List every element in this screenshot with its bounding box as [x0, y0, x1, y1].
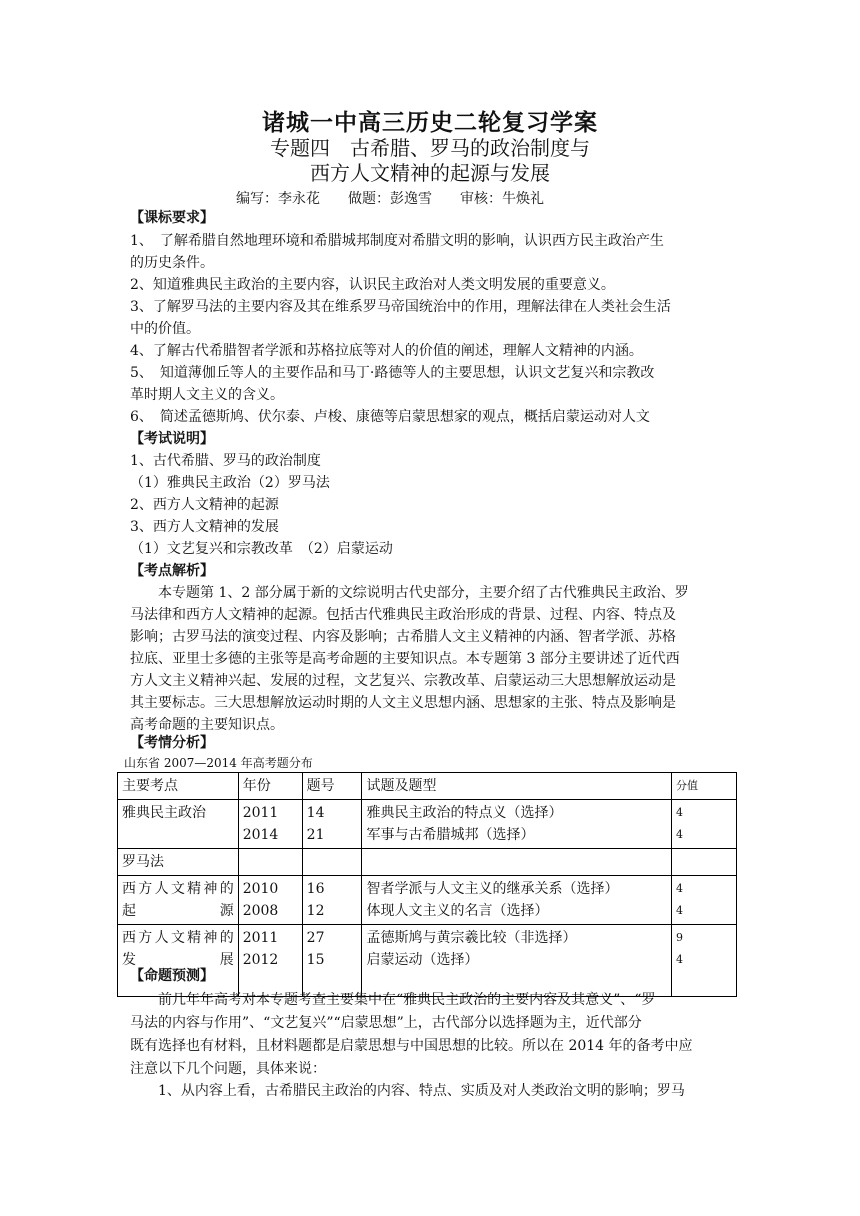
analysis-line: 影响；古罗马法的演变过程、内容及影响；古希腊人文主义精神的内涵、智者学派、苏格	[130, 629, 676, 645]
standards-line: 中的价值。	[130, 321, 200, 337]
analysis-line: 马法律和西方人文精神的起源。包括古代雅典民主政治形成的背景、过程、内容、特点及	[130, 607, 676, 623]
column-header: 年份	[238, 773, 302, 800]
year-value: 2014	[242, 827, 279, 843]
column-header: 分值	[671, 773, 736, 800]
analysis-line: 本专题第 1、2 部分属于新的文综说明古代史部分，主要介绍了古代雅典民主政治、罗	[130, 585, 689, 601]
exam-notes-heading: 【考试说明】	[130, 431, 214, 447]
table-header-row	[118, 773, 737, 800]
analysis-line: 其主要标志。三大思想解放运动时期的人文主义思想内涵、思想家的主张、特点及影响是	[130, 695, 676, 711]
item-value: 军事与古希腊城邦（选择）	[366, 827, 535, 843]
year-value: 2010	[242, 881, 279, 897]
standards-line: 革时期人文主义的含义。	[130, 387, 284, 403]
topic-title-line2: 西方人文精神的起源与发展	[310, 161, 550, 185]
score-cell	[671, 800, 736, 849]
prediction-line: 1、从内容上看，古希腊民主政治的内容、特点、实质及对人类政治文明的影响；罗马	[130, 1083, 685, 1099]
prediction-line: 注意以下几个问题，具体来说：	[130, 1061, 326, 1077]
year-cell	[238, 876, 302, 925]
item-value: 智者学派与人文主义的继承关系（选择）	[366, 881, 619, 897]
score-value: 4	[675, 904, 683, 917]
column-header: 主要考点	[118, 773, 239, 800]
document-title: 诸城一中高三历史二轮复习学案	[262, 110, 598, 136]
standards-line: 2、知道雅典民主政治的主要内容，认识民主政治对人类文明发展的重要意义。	[130, 277, 615, 293]
column-header: 题号	[302, 773, 362, 800]
table-row	[118, 849, 737, 876]
score-cell	[671, 849, 736, 876]
number-value: 15	[306, 952, 325, 968]
authors-line: 编写：李永花 做题：彭逸雪 审核：牛焕礼	[236, 191, 544, 207]
standards-line: 6、 简述孟德斯鸠、伏尔泰、卢梭、康德等启蒙思想家的观点，概括启蒙运动对人文	[130, 409, 650, 425]
topic-cell: 西方人文精神的发展	[118, 925, 239, 997]
item-cell	[362, 876, 672, 925]
number-cell	[302, 800, 362, 849]
exam-distribution-table	[117, 772, 737, 997]
topic-cell: 西方人文精神的起源	[118, 876, 239, 925]
number-value: 27	[306, 930, 325, 946]
topic-cell: 罗马法	[118, 849, 239, 876]
prediction-heading: 【命题预测】	[130, 968, 214, 984]
topic-title-line1: 专题四 古希腊、罗马的政治制度与	[270, 136, 590, 160]
standards-heading: 【课标要求】	[130, 210, 214, 226]
standards-line: 3、了解罗马法的主要内容及其在维系罗马帝国统治中的作用，理解法律在人类社会生活	[130, 299, 671, 315]
item-cell	[362, 849, 672, 876]
year-value: 2011	[242, 930, 279, 946]
column-header: 试题及题型	[362, 773, 672, 800]
standards-line: 4、了解古代希腊智者学派和苏格拉底等对人的价值的阐述，理解人文精神的内涵。	[130, 343, 643, 359]
table-row	[118, 800, 737, 849]
number-cell	[302, 876, 362, 925]
exam-notes-line: （1）雅典民主政治（2）罗马法	[130, 475, 330, 491]
exam-notes-line: 1、古代希腊、罗马的政治制度	[130, 453, 321, 469]
year-cell	[238, 800, 302, 849]
number-value: 16	[306, 881, 325, 897]
analysis-heading: 【考点解析】	[130, 563, 214, 579]
table-row	[118, 876, 737, 925]
score-value: 9	[675, 931, 683, 944]
year-value: 2012	[242, 952, 279, 968]
analysis-line: 方人文主义精神兴起、发展的过程，文艺复兴、宗教改革、启蒙运动三大思想解放运动是	[130, 673, 676, 689]
year-value: 2008	[242, 903, 279, 919]
item-value: 孟德斯鸠与黄宗羲比较（非选择）	[366, 930, 577, 946]
analysis-line: 拉底、亚里士多德的主张等是高考命题的主要知识点。本专题第 3 部分主要讲述了近代西	[130, 651, 680, 667]
exam-notes-line: 3、西方人文精神的发展	[130, 519, 279, 535]
standards-line: 5、 知道薄伽丘等人的主要作品和马丁·路德等人的主要思想，认识文艺复兴和宗教改	[130, 365, 655, 381]
score-value: 4	[675, 806, 683, 819]
prediction-line: 前几年年高考对本专题考查主要集中在“雅典民主政治的主要内容及其意义”、“罗	[130, 992, 656, 1008]
situation-heading: 【考情分析】	[130, 735, 214, 751]
number-value: 14	[306, 805, 325, 821]
number-value: 21	[306, 827, 325, 843]
prediction-line: 既有选择也有材料，且材料题都是启蒙思想与中国思想的比较。所以在 2014 年的备考中应	[130, 1038, 693, 1054]
year-value: 2011	[242, 805, 279, 821]
year-cell	[238, 849, 302, 876]
score-value: 4	[675, 882, 683, 895]
score-cell	[671, 876, 736, 925]
item-value: 雅典民主政治的特点义（选择）	[366, 805, 563, 821]
analysis-line: 高考命题的主要知识点。	[130, 717, 284, 733]
standards-line: 1、 了解希腊自然地理环境和希腊城邦制度对希腊文明的影响，认识西方民主政治产生	[130, 233, 664, 249]
topic-cell: 雅典民主政治	[118, 800, 239, 849]
exam-notes-line: （1）文艺复兴和宗教改革 （2）启蒙运动	[130, 541, 393, 557]
score-value: 4	[675, 953, 683, 966]
prediction-line: 马法的内容与作用”、“文艺复兴”“启蒙思想”上，古代部分以选择题为主，近代部分	[130, 1015, 642, 1031]
item-value: 体现人文主义的名言（选择）	[366, 903, 549, 919]
number-cell	[302, 849, 362, 876]
item-cell	[362, 800, 672, 849]
standards-line: 的历史条件。	[130, 255, 214, 271]
item-value: 启蒙运动（选择）	[366, 952, 479, 968]
table-caption: 山东省 2007—2014 年高考题分布	[124, 756, 313, 770]
exam-notes-line: 2、西方人文精神的起源	[130, 497, 279, 513]
score-value: 4	[675, 828, 683, 841]
number-value: 12	[306, 903, 325, 919]
